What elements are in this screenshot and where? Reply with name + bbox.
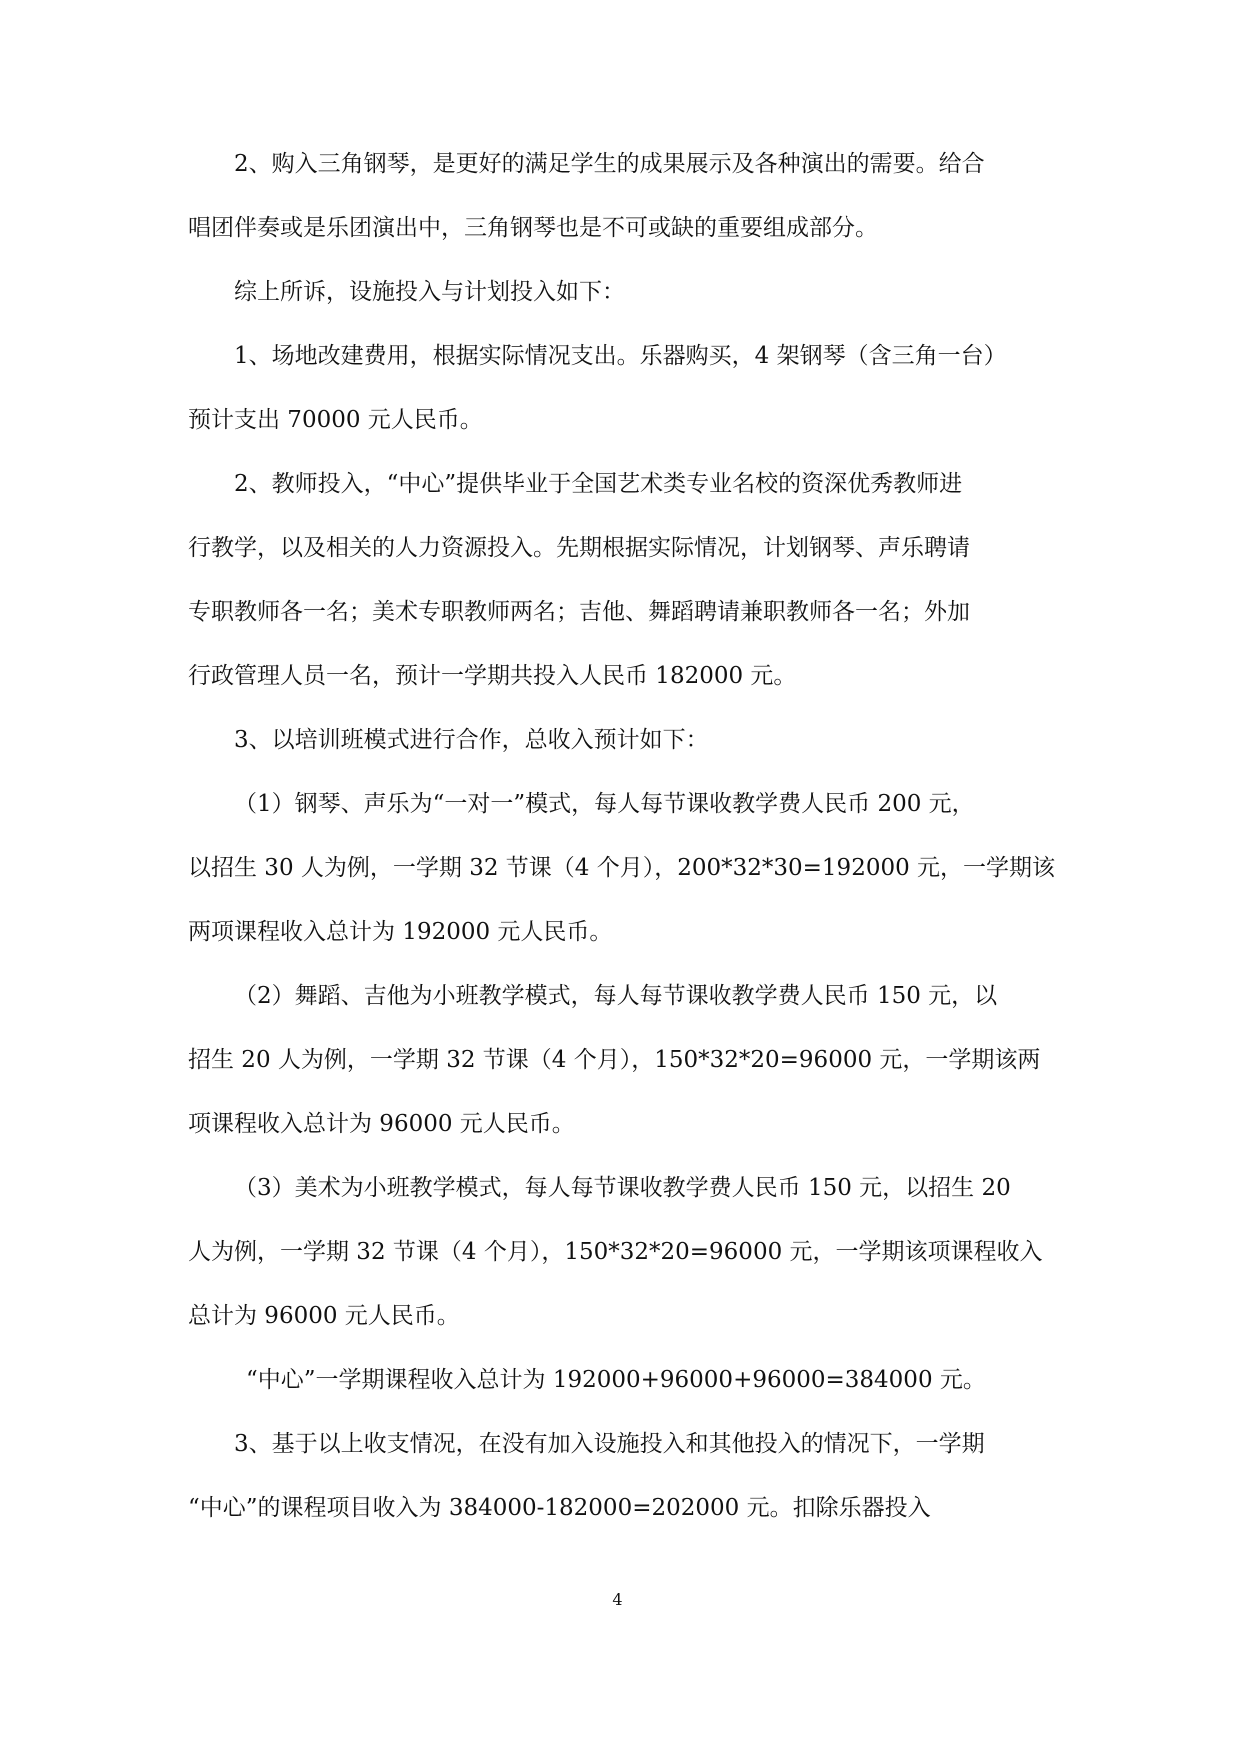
paragraph-line: 1、场地改建费用，根据实际情况支出。乐器购买，4 架钢琴（含三角一台） — [234, 343, 1007, 369]
paragraph-line: 3、以培训班模式进行合作，总收入预计如下： — [234, 727, 709, 753]
paragraph-line: （3）美术为小班教学模式，每人每节课收教学费人民币 150 元，以招生 20 — [234, 1175, 1011, 1201]
paragraph-line: “中心”的课程项目收入为 384000-182000=202000 元。扣除乐器投入 — [188, 1495, 931, 1521]
page-number: 4 — [612, 1590, 623, 1609]
paragraph-line: 招生 20 人为例，一学期 32 节课（4 个月），150*32*20=96000 元，一学期该两 — [188, 1047, 1041, 1073]
paragraph-line: 预计支出 70000 元人民币。 — [188, 407, 483, 433]
paragraph-line: 两项课程收入总计为 192000 元人民币。 — [188, 919, 613, 945]
paragraph-line: 总计为 96000 元人民币。 — [188, 1303, 460, 1329]
body-text — [188, 132, 1056, 1540]
paragraph-line: 以招生 30 人为例，一学期 32 节课（4 个月），200*32*30=192000 元，一学期该 — [188, 855, 1056, 881]
paragraph-line: 行教学，以及相关的人力资源投入。先期根据实际情况，计划钢琴、声乐聘请 — [188, 535, 970, 561]
paragraph-line: 3、基于以上收支情况，在没有加入设施投入和其他投入的情况下，一学期 — [234, 1431, 985, 1457]
paragraph-line: 综上所诉，设施投入与计划投入如下： — [234, 279, 625, 305]
paragraph-line: 2、教师投入，“中心”提供毕业于全国艺术类专业名校的资深优秀教师进 — [234, 471, 963, 497]
paragraph-line: 2、购入三角钢琴，是更好的满足学生的成果展示及各种演出的需要。给合 — [234, 151, 985, 177]
paragraph-line: 唱团伴奏或是乐团演出中，三角钢琴也是不可或缺的重要组成部分。 — [188, 215, 878, 241]
paragraph-line: 人为例，一学期 32 节课（4 个月），150*32*20=96000 元，一学期该项课程收入 — [188, 1239, 1043, 1265]
paragraph-line: 专职教师各一名；美术专职教师两名；吉他、舞蹈聘请兼职教师各一名；外加 — [188, 599, 970, 625]
paragraph-line: 行政管理人员一名，预计一学期共投入人民币 182000 元。 — [188, 663, 797, 689]
paragraph-line: “中心”一学期课程收入总计为 192000+96000+96000=384000 元。 — [246, 1367, 986, 1393]
paragraph-line: （2）舞蹈、吉他为小班教学模式，每人每节课收教学费人民币 150 元，以 — [234, 983, 998, 1009]
paragraph-line: 项课程收入总计为 96000 元人民币。 — [188, 1111, 575, 1137]
paragraph-line: （1）钢琴、声乐为“一对一”模式，每人每节课收教学费人民币 200 元， — [234, 791, 975, 817]
